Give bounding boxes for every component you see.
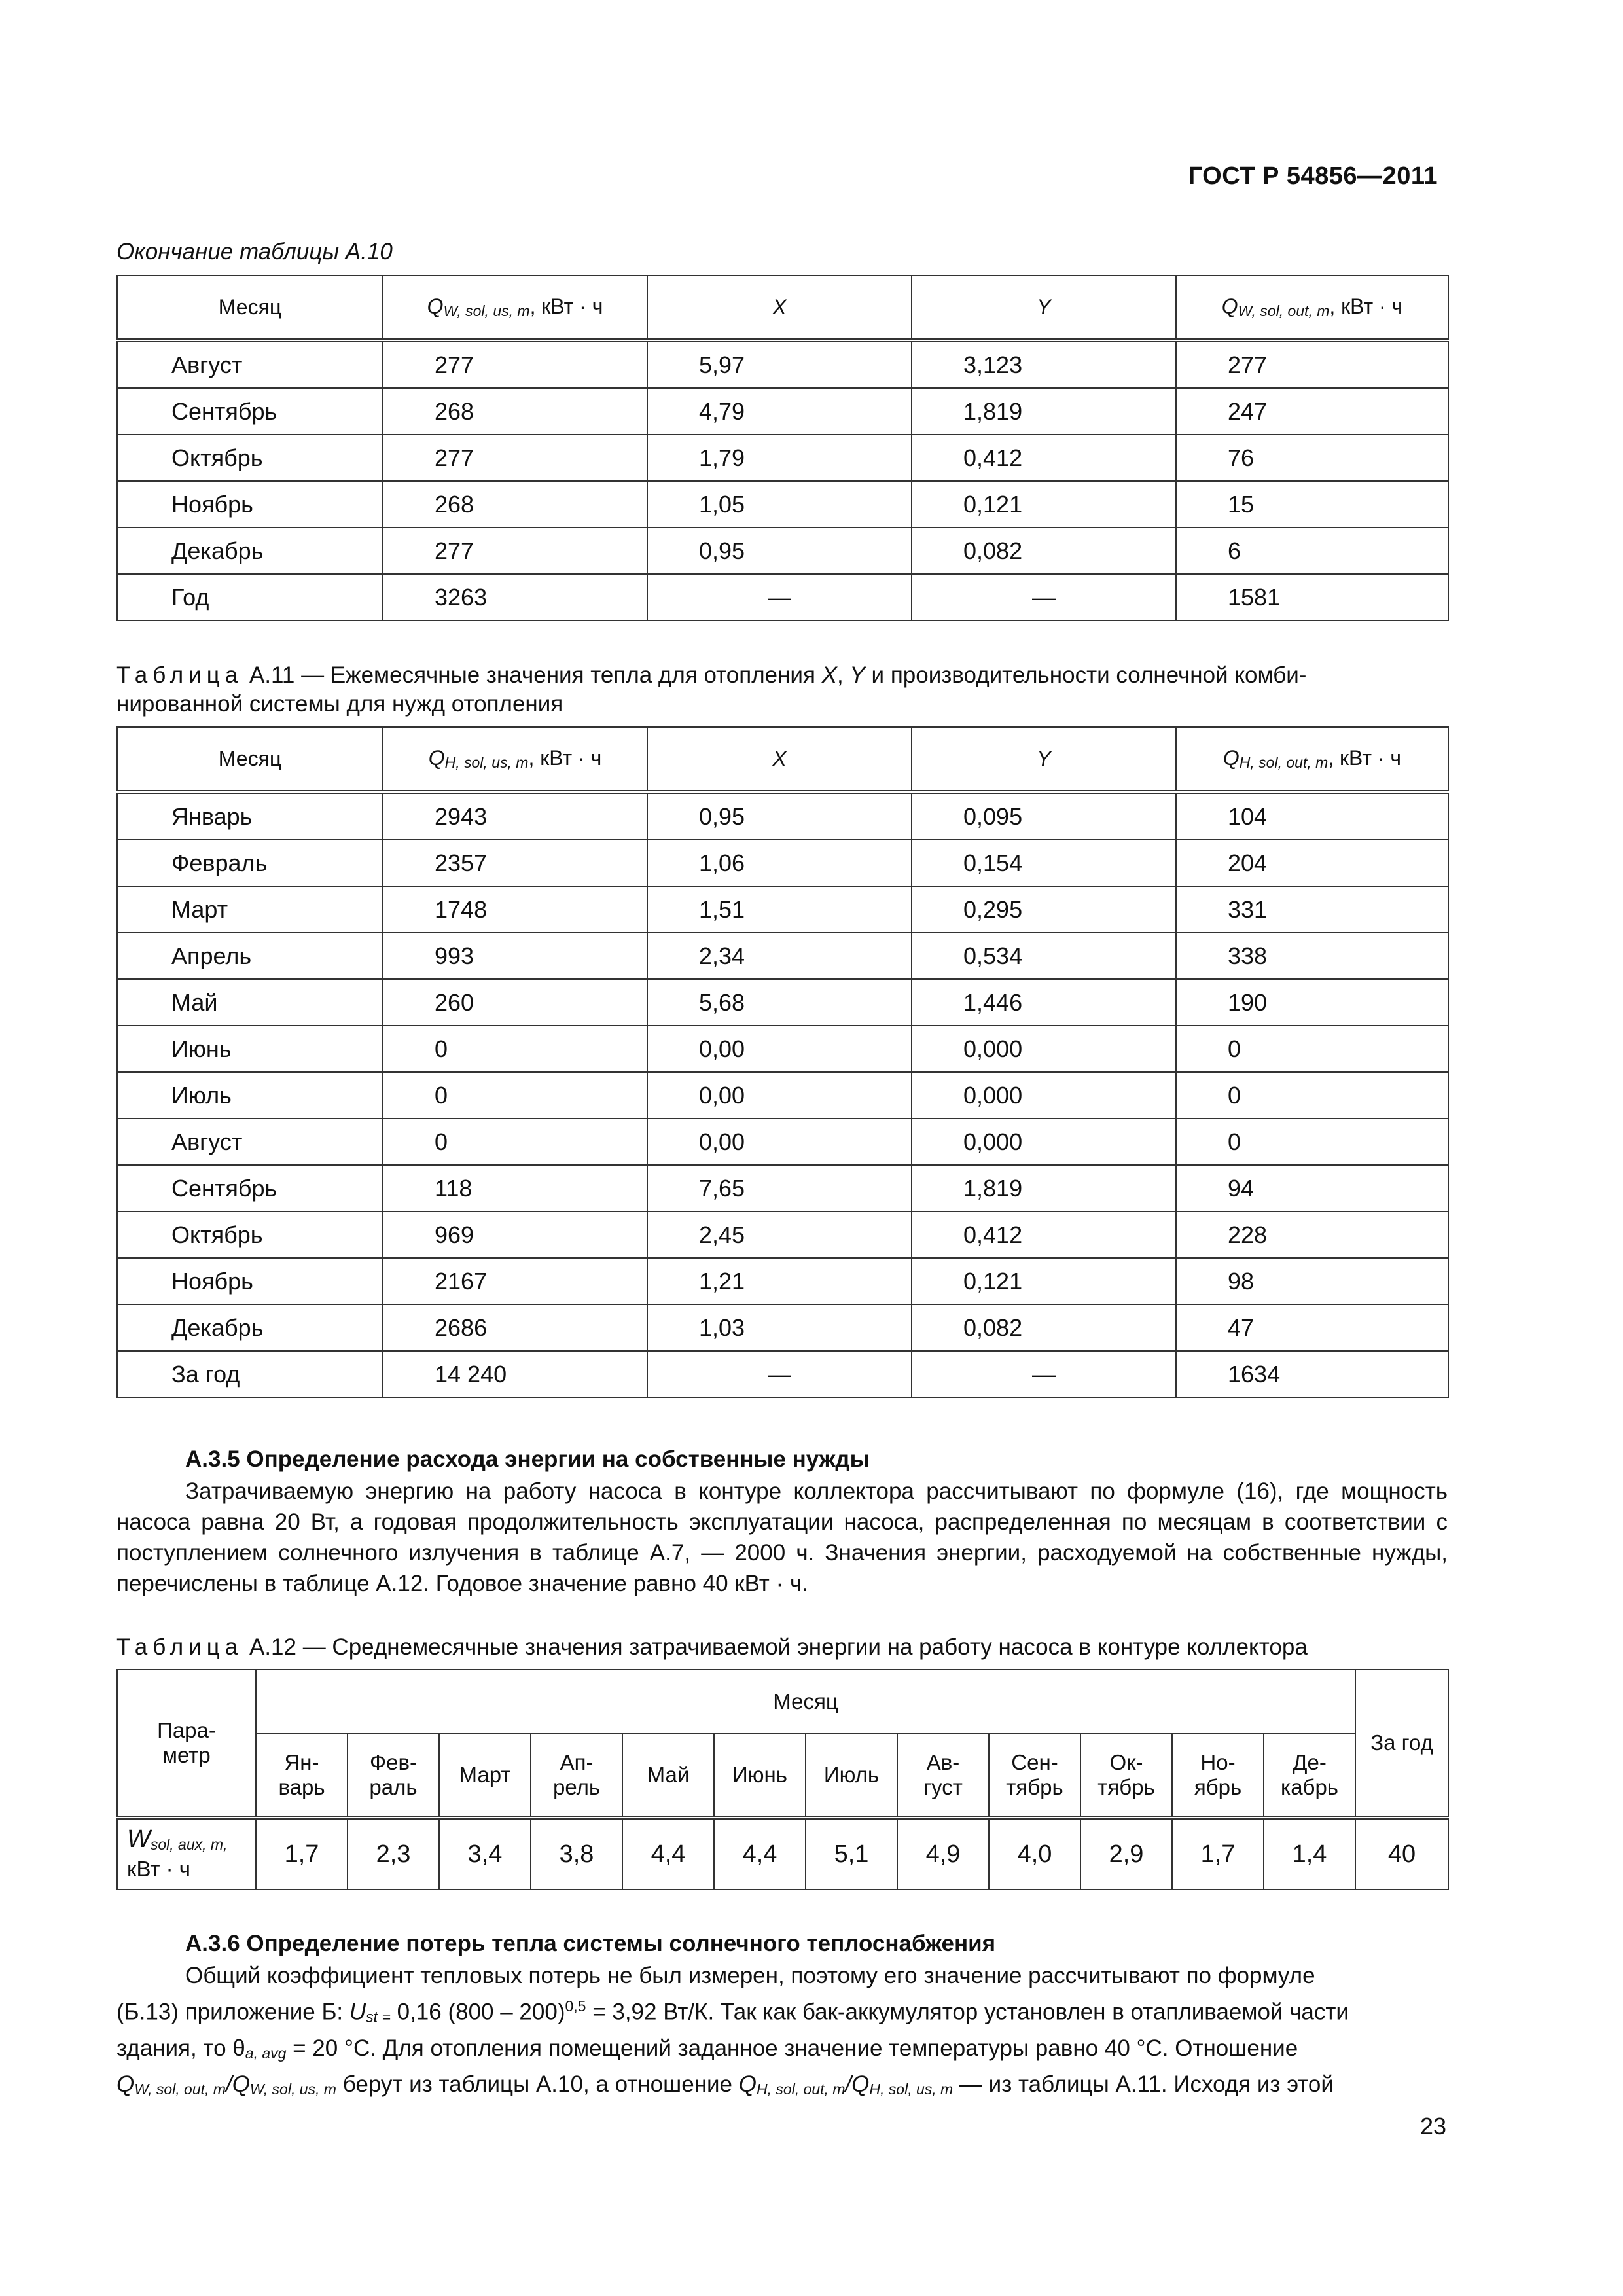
cell-q-out: 0 <box>1176 1026 1448 1072</box>
value-cell: 4,9 <box>897 1818 989 1890</box>
month-header: Ян- варь <box>256 1734 348 1818</box>
param-header: Пара- метр <box>117 1670 256 1818</box>
cell-q-out: 47 <box>1176 1304 1448 1351</box>
cell-q-us: 0 <box>383 1119 647 1165</box>
cell-month: Июнь <box>117 1026 383 1072</box>
cell-month: Октябрь <box>117 1211 383 1258</box>
month-header: Ап- рель <box>531 1734 622 1818</box>
cell-month: Май <box>117 979 383 1026</box>
cell-month: Декабрь <box>117 1304 383 1351</box>
month-header: Фев- раль <box>348 1734 439 1818</box>
cell-q-us: 277 <box>383 435 647 481</box>
cell-q-out: 204 <box>1176 840 1448 886</box>
table-a10-caption: Окончание таблицы А.10 <box>116 239 393 264</box>
cell-q-us: 969 <box>383 1211 647 1258</box>
value-cell: 1,7 <box>256 1818 348 1890</box>
table-row <box>117 388 1448 435</box>
cell-x: 1,06 <box>647 840 912 886</box>
cell-q-us: 3263 <box>383 574 647 620</box>
cell-q-out: 0 <box>1176 1119 1448 1165</box>
year-value-cell: 40 <box>1355 1818 1448 1890</box>
cell-q-us: 2943 <box>383 792 647 840</box>
value-cell: 4,0 <box>989 1818 1080 1890</box>
cell-q-out: 1581 <box>1176 574 1448 620</box>
cell-month: Июль <box>117 1072 383 1119</box>
table-row <box>117 1026 1448 1072</box>
cell-q-us: 260 <box>383 979 647 1026</box>
cell-q-us: 268 <box>383 481 647 528</box>
cell-x: 1,51 <box>647 886 912 933</box>
cell-x: 5,68 <box>647 979 912 1026</box>
table-row <box>117 1211 1448 1258</box>
month-header: Ок- тябрь <box>1080 1734 1172 1818</box>
value-cell: 1,4 <box>1264 1818 1355 1890</box>
cell-q-us: 277 <box>383 528 647 574</box>
cell-x: — <box>647 574 912 620</box>
cell-y: — <box>912 1351 1176 1397</box>
row-label-w: $W_{sol, aux, m,}$ кВт · ч <box>117 1818 256 1890</box>
cell-q-us: 2167 <box>383 1258 647 1304</box>
cell-x: 0,00 <box>647 1026 912 1072</box>
cell-month: Март <box>117 886 383 933</box>
cell-x: 2,45 <box>647 1211 912 1258</box>
cell-x: 1,79 <box>647 435 912 481</box>
cell-q-out: 338 <box>1176 933 1448 979</box>
cell-y: 0,154 <box>912 840 1176 886</box>
value-cell: 1,7 <box>1172 1818 1264 1890</box>
col-y: Y <box>912 276 1176 340</box>
cell-q-us: 14 240 <box>383 1351 647 1397</box>
table-row <box>117 886 1448 933</box>
month-header: Де- кабрь <box>1264 1734 1355 1818</box>
cell-q-us: 0 <box>383 1072 647 1119</box>
table-row <box>117 574 1448 620</box>
cell-q-out: 98 <box>1176 1258 1448 1304</box>
cell-q-out: 76 <box>1176 435 1448 481</box>
table-a11-caption: Таблица А.11 — Ежемесячные значения тепла для отопления X, Y и производительности солнечной комби- нированной системы для нужд отопления <box>116 662 1307 717</box>
cell-q-us: 1748 <box>383 886 647 933</box>
cell-month: Сентябрь <box>117 1165 383 1211</box>
document-id: ГОСТ Р 54856—2011 <box>1188 162 1438 190</box>
table-row <box>117 435 1448 481</box>
cell-y: 0,121 <box>912 481 1176 528</box>
cell-y: 0,095 <box>912 792 1176 840</box>
cell-x: 0,95 <box>647 528 912 574</box>
col-month: Месяц <box>117 276 383 340</box>
cell-y: 0,000 <box>912 1119 1176 1165</box>
cell-month: Январь <box>117 792 383 840</box>
table-row <box>117 481 1448 528</box>
col-q-out: $Q_{W, sol, out, m}$, кВт · ч <box>1176 276 1448 340</box>
cell-month: Февраль <box>117 840 383 886</box>
value-cell: 2,9 <box>1080 1818 1172 1890</box>
cell-y: 0,000 <box>912 1072 1176 1119</box>
cell-y: 1,819 <box>912 388 1176 435</box>
cell-q-out: 94 <box>1176 1165 1448 1211</box>
table-row <box>117 979 1448 1026</box>
cell-y: — <box>912 574 1176 620</box>
cell-month: Август <box>117 1119 383 1165</box>
cell-q-us: 277 <box>383 340 647 388</box>
cell-y: 0,082 <box>912 528 1176 574</box>
table-row <box>117 1258 1448 1304</box>
cell-y: 0,082 <box>912 1304 1176 1351</box>
cell-q-out: 0 <box>1176 1072 1448 1119</box>
page-number: 23 <box>1419 2113 1446 2140</box>
cell-q-us: 268 <box>383 388 647 435</box>
cell-x: 1,05 <box>647 481 912 528</box>
table-row <box>117 840 1448 886</box>
cell-q-us: 2357 <box>383 840 647 886</box>
cell-q-out: 1634 <box>1176 1351 1448 1397</box>
table-row <box>117 933 1448 979</box>
col-q-us: $Q_{W, sol, us, m}$, кВт · ч <box>383 276 647 340</box>
month-group-header: Месяц <box>256 1670 1355 1734</box>
value-cell: 2,3 <box>348 1818 439 1890</box>
cell-month: Год <box>117 574 383 620</box>
cell-x: 0,95 <box>647 792 912 840</box>
cell-x: 0,00 <box>647 1072 912 1119</box>
cell-q-out: 228 <box>1176 1211 1448 1258</box>
cell-q-us: 0 <box>383 1026 647 1072</box>
section-a35-paragraph: Затрачиваемую энергию на работу насоса в контуре коллектора рассчитывают по формуле (16), где мощность насоса равна 20 Вт, а годовая продолжительность эксплуатации насоса, распределенная по месяцам в соответствии с поступлением солнечного излучения в таблице А.7, — 2000 ч. Значения энергии, расходуемой на собственные нужды, перечислены в таблице А.12. Годовое значение равно 40 кВт · ч. <box>116 1479 1448 1596</box>
cell-q-out: 15 <box>1176 481 1448 528</box>
cell-x: 5,97 <box>647 340 912 388</box>
cell-y: 0,121 <box>912 1258 1176 1304</box>
col-month: Месяц <box>117 727 383 792</box>
cell-month: Сентябрь <box>117 388 383 435</box>
cell-q-us: 2686 <box>383 1304 647 1351</box>
cell-q-out: 104 <box>1176 792 1448 840</box>
cell-q-out: 277 <box>1176 340 1448 388</box>
table-row <box>117 792 1448 840</box>
value-cell: 4,4 <box>714 1818 806 1890</box>
col-x: X <box>647 276 912 340</box>
cell-x: 2,34 <box>647 933 912 979</box>
cell-y: 0,000 <box>912 1026 1176 1072</box>
value-cell: 3,4 <box>439 1818 531 1890</box>
cell-month: Декабрь <box>117 528 383 574</box>
cell-month: Август <box>117 340 383 388</box>
value-cell: 5,1 <box>806 1818 897 1890</box>
cell-q-out: 190 <box>1176 979 1448 1026</box>
table-row <box>117 1304 1448 1351</box>
cell-y: 0,412 <box>912 1211 1176 1258</box>
cell-q-out: 247 <box>1176 388 1448 435</box>
cell-month: Ноябрь <box>117 1258 383 1304</box>
cell-q-out: 6 <box>1176 528 1448 574</box>
section-a36-paragraph: Общий коэффициент тепловых потерь не был измерен, поэтому его значение рассчитывают по формуле (Б.13) приложение Б: $U_{st =}$ 0,16 (800 – 200)$^{0,5}$ = 3,92 Вт/К. Так как бак-аккумулятор установлен в отапливаемой части здания, то $\theta_{a, avg} = 20$ °С. Для отопления помещений заданное значение температуры равно 40 °С. Отношение $Q_{W, sol, out, m}/Q_{W, sol, us, m}$ берут из таблицы А.10, а отношение $Q_{H, sol, out, m}/Q_{H, sol, us, m}$ — из таблицы А.11. Исходя из этой <box>116 1963 1349 2098</box>
cell-month: Ноябрь <box>117 481 383 528</box>
cell-x: 4,79 <box>647 388 912 435</box>
table-a12 <box>116 1669 1449 1890</box>
cell-x: 1,21 <box>647 1258 912 1304</box>
cell-x: 0,00 <box>647 1119 912 1165</box>
cell-x: 1,03 <box>647 1304 912 1351</box>
cell-y: 1,446 <box>912 979 1176 1026</box>
cell-q-us: 118 <box>383 1165 647 1211</box>
year-header: За год <box>1355 1670 1448 1818</box>
cell-y: 0,412 <box>912 435 1176 481</box>
table-row <box>117 340 1448 388</box>
cell-y: 0,534 <box>912 933 1176 979</box>
value-cell: 3,8 <box>531 1818 622 1890</box>
section-a35-title: А.3.5 Определение расхода энергии на собственные нужды <box>185 1446 870 1472</box>
month-header: Ав- густ <box>897 1734 989 1818</box>
table-row <box>117 1119 1448 1165</box>
cell-month: Октябрь <box>117 435 383 481</box>
table-a11 <box>116 726 1449 1398</box>
cell-month: За год <box>117 1351 383 1397</box>
col-q-out: $Q_{H, sol, out, m}$, кВт · ч <box>1176 727 1448 792</box>
table-row <box>117 1072 1448 1119</box>
table-row <box>117 528 1448 574</box>
cell-q-us: 993 <box>383 933 647 979</box>
table-row <box>117 1351 1448 1397</box>
cell-y: 3,123 <box>912 340 1176 388</box>
month-header: Май <box>622 1734 714 1818</box>
value-cell: 4,4 <box>622 1818 714 1890</box>
cell-x: 7,65 <box>647 1165 912 1211</box>
month-header: Сен- тябрь <box>989 1734 1080 1818</box>
col-x: X <box>647 727 912 792</box>
cell-q-out: 331 <box>1176 886 1448 933</box>
col-y: Y <box>912 727 1176 792</box>
month-header: Но- ябрь <box>1172 1734 1264 1818</box>
col-q-us: $Q_{H, sol, us, m}$, кВт · ч <box>383 727 647 792</box>
cell-month: Апрель <box>117 933 383 979</box>
month-header: Июль <box>806 1734 897 1818</box>
cell-y: 0,295 <box>912 886 1176 933</box>
month-header: Март <box>439 1734 531 1818</box>
table-a10 <box>116 275 1449 621</box>
cell-x: — <box>647 1351 912 1397</box>
table-a12-caption: Таблица А.12 — Среднемесячные значения затрачиваемой энергии на работу насоса в контуре коллектора <box>116 1634 1308 1660</box>
table-row <box>117 1165 1448 1211</box>
cell-y: 1,819 <box>912 1165 1176 1211</box>
month-header: Июнь <box>714 1734 806 1818</box>
section-a36-title: А.3.6 Определение потерь тепла системы солнечного теплоснабжения <box>185 1931 996 1956</box>
